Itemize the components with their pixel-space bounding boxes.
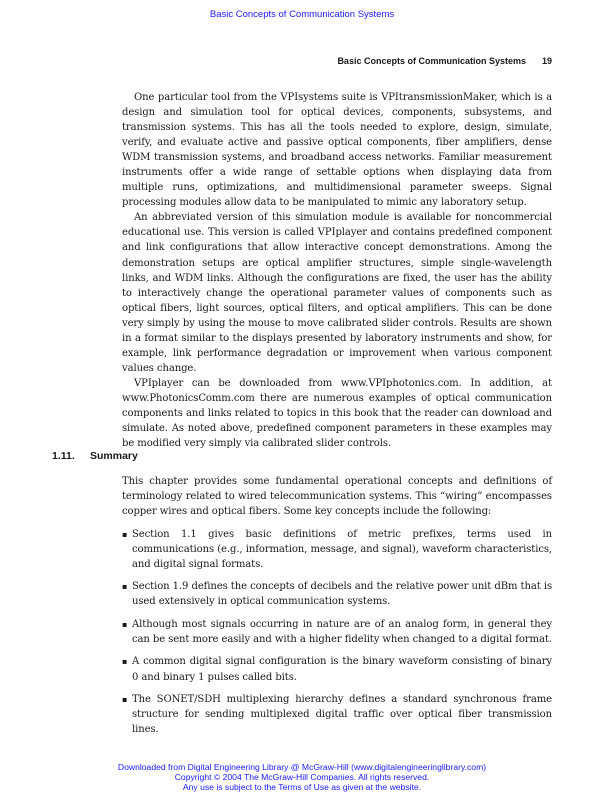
bullet-item: ▪ The SONET/SDH multiplexing hierarchy defines a standard synchronous frame structure for sending multiplexed digital traffic over optical fiber transmission lines. [122,692,552,737]
page-number: 19 [541,56,552,66]
bullet-item: ▪ Section 1.9 defines the concepts of decibels and the relative power unit dBm that is used extensively in optical communication systems. [122,579,552,609]
section-title: Summary [90,450,138,462]
paragraph: An abbreviated version of this simulation module is available for noncommercial educational use. This version is called VPIplayer and contains predefined component and link configurations that allow interactive concept demonstrations. Among the demonstration setups are optical amplifier structures, simple single-wavelength links, and WDM links. Although the configurations are fixed, the user has the ability to interactively change the operational parameter values of components such as optical fibers, light sources, optical filters, and optical amplifiers. This can be done very simply by using the mouse to move calibrated slider controls. Results are shown in a format similar to the displays presented by laboratory instruments and show, for example, link performance degradation or improvement when various component values change. [122,212,552,374]
body-text [122,90,552,451]
paragraph: VPIplayer can be downloaded from www.VPIphotonics.com. In addition, at www.PhotonicsComm.com there are numerous examples of optical communication components and links related to topics in this book that the reader can download and simulate. As noted above, predefined component parameters in these examples may be modified very simply via calibrated slider controls. [122,377,552,450]
running-head [122,56,552,66]
paragraph: One particular tool from the VPIsystems suite is VPItransmissionMaker, which is a design and simulation tool for optical devices, components, subsystems, and transmission systems. This has all the tools needed to explore, design, simulate, verify, and evaluate active and passive optical components, fiber amplifiers, dense WDM transmission systems, and broadband access networks. Familiar measurement instruments offer a wide range of settable options when displaying data from multiple runs, optimizations, and multidimensional parameter sweeps. Signal processing modules allow data to be manipulated to mimic any laboratory setup. [122,92,552,209]
section-number: 1.11. [52,450,75,462]
summary-intro: This chapter provides some fundamental operational concepts and definitions of terminology related to wired telecommunication systems. This “wiring” encompasses copper wires and optical fibers. Some key concepts include the following: [122,476,552,518]
footer-copyright: Copyright © 2004 The McGraw-Hill Companies. All rights reserved. [174,772,430,782]
summary-section [122,474,552,737]
top-banner-link[interactable]: Basic Concepts of Communication Systems [209,9,395,20]
bullet-item: ▪ Although most signals occurring in nature are of an analog form, in general they can be sent more easily and with a higher fidelity when changed to a digital format. [122,617,552,647]
running-head-title: Basic Concepts of Communication Systems [337,56,526,66]
footer-download-link[interactable]: Downloaded from Digital Engineering Library @ McGraw-Hill (www.digitalengineeringlibrary.com) [117,762,487,772]
bullet-item: ▪ A common digital signal configuration is the binary waveform consisting of binary 0 and binary 1 pulses called bits. [122,654,552,684]
section-heading [52,450,138,462]
footer [0,762,604,792]
footer-terms-link[interactable]: Any use is subject to the Terms of Use as given at the website. [182,782,422,792]
bullet-item: ▪ Section 1.1 gives basic definitions of metric prefixes, terms used in communications (e.g., information, message, and signal), waveform characteristics, and digital signal formats. [122,527,552,572]
bullet-list [122,527,552,738]
